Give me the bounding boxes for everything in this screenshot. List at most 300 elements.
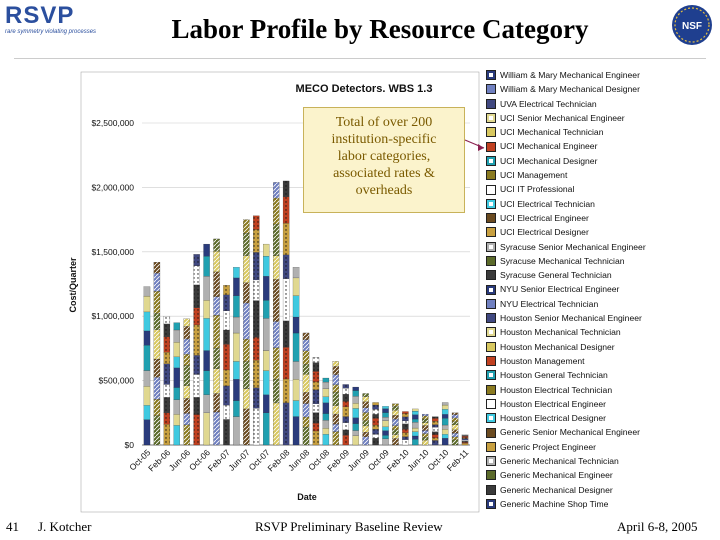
bar-segment [194, 397, 200, 414]
bar-segment [174, 425, 180, 445]
bar-segment [213, 239, 219, 251]
bar-segment [253, 337, 259, 360]
bar-segment [313, 423, 319, 431]
bar-segment [392, 426, 398, 430]
legend-swatch [486, 370, 496, 380]
legend-swatch [486, 213, 496, 223]
bar-segment [204, 371, 210, 395]
bar-segment [144, 312, 150, 331]
bar-segment [432, 425, 438, 428]
legend-swatch [486, 156, 496, 166]
x-tick-label: Oct-10 [425, 447, 451, 473]
legend-swatch [486, 456, 496, 466]
legend-swatch [486, 313, 496, 323]
bar-segment [382, 409, 388, 413]
bar-stack [243, 220, 249, 445]
bar-segment [402, 433, 408, 437]
bar-segment [243, 389, 249, 409]
legend-swatch [486, 227, 496, 237]
bar-segment [313, 404, 319, 413]
legend-swatch [486, 442, 496, 452]
legend-item [486, 282, 666, 296]
legend-label: UCI Electrical Designer [500, 227, 589, 238]
legend-item [486, 211, 666, 225]
bar-segment [164, 364, 170, 385]
y-axis-label: Cost/Quarter [68, 257, 78, 313]
bar-segment [283, 347, 289, 379]
bar-segment [184, 386, 190, 399]
bar-segment [313, 390, 319, 404]
bar-segment [263, 413, 269, 445]
bar-segment [313, 357, 319, 362]
legend-item [486, 68, 666, 82]
bar-stack [452, 413, 458, 445]
bar-segment [204, 300, 210, 318]
bar-segment [442, 425, 448, 429]
legend-label: Generic Mechanical Engineer [500, 470, 613, 481]
bar-segment [323, 382, 329, 389]
bar-segment [184, 339, 190, 354]
bar-segment [223, 344, 229, 370]
legend-swatch [486, 385, 496, 395]
bar-segment [353, 424, 359, 431]
bar-segment [462, 438, 468, 439]
bar-segment [233, 361, 239, 379]
bar-segment [223, 295, 229, 311]
bar-segment [363, 426, 369, 432]
bar-segment [452, 433, 458, 437]
bar-segment [422, 414, 428, 416]
bar-segment [164, 413, 170, 425]
bar-segment [313, 413, 319, 424]
bar-segment [164, 316, 170, 324]
legend-label: NYU Electrical Technician [500, 298, 599, 309]
bar-segment [422, 440, 428, 445]
bar-segment [204, 256, 210, 276]
bar-segment [412, 419, 418, 422]
bar-stack [273, 182, 279, 445]
bar-segment [452, 437, 458, 440]
bar-segment [323, 414, 329, 421]
bar-segment [204, 351, 210, 371]
bar-segment [333, 366, 339, 374]
legend-item [486, 125, 666, 139]
legend-item [486, 82, 666, 96]
bar-segment [412, 432, 418, 436]
x-tick-label: Jun-10 [405, 447, 431, 473]
bar-segment [194, 355, 200, 374]
legend-label: UCI IT Professional [500, 184, 575, 195]
bar-segment [174, 330, 180, 342]
legend-label: Syracuse Mechanical Technician [500, 255, 625, 266]
legend-label: Syracuse Senior Mechanical Engineer [500, 241, 646, 252]
bar-segment [194, 415, 200, 445]
legend-label: Houston General Technician [500, 370, 608, 381]
bar-segment [223, 285, 229, 295]
callout-line: Total of over 200 [335, 115, 433, 130]
bar-segment [174, 400, 180, 415]
footer-center: RSVP Preliminary Baseline Review [255, 519, 443, 534]
bar-segment [402, 437, 408, 440]
legend-item [486, 497, 666, 511]
bar-segment [382, 413, 388, 418]
legend-swatch [486, 84, 496, 94]
legend-item [486, 483, 666, 497]
bar-segment [273, 198, 279, 224]
legend-item [486, 111, 666, 125]
bar-segment [323, 397, 329, 403]
legend-label: UCI Management [500, 170, 568, 181]
legend-label: UCI Mechanical Engineer [500, 141, 598, 152]
bar-segment [363, 421, 369, 426]
bar-segment [442, 438, 448, 445]
bar-segment [293, 361, 299, 379]
bar-segment [432, 427, 438, 432]
bar-segment [402, 414, 408, 417]
bar-stack [392, 404, 398, 445]
bar-segment [343, 430, 349, 435]
bar-segment [372, 405, 378, 409]
bar-segment [303, 392, 309, 403]
bar-segment [392, 435, 398, 439]
legend-item [486, 325, 666, 339]
bar-segment [432, 432, 438, 435]
bar-segment [462, 440, 468, 441]
legend-item [486, 297, 666, 311]
bar-segment [164, 352, 170, 364]
bar-segment [392, 410, 398, 415]
y-tick-label: $1,000,000 [91, 311, 134, 322]
legend-label: UCI Electrical Technician [500, 198, 595, 209]
bar-segment [313, 371, 319, 382]
bar-segment [333, 361, 339, 366]
bar-segment [323, 420, 329, 428]
bar-segment [363, 413, 369, 421]
bar-segment [422, 426, 428, 431]
bar-segment [144, 287, 150, 297]
bar-segment [144, 345, 150, 370]
bar-segment [154, 399, 160, 415]
bar-segment [283, 255, 289, 279]
bar-segment [462, 435, 468, 436]
legend-item [486, 197, 666, 211]
bar-segment [233, 317, 239, 333]
bar-segment [462, 441, 468, 442]
bar-segment [213, 315, 219, 348]
footer-author: J. Kotcher [38, 519, 92, 534]
y-tick-label: $1,500,000 [91, 246, 134, 257]
chart-legend [486, 68, 666, 511]
legend-item [486, 383, 666, 397]
bar-segment [402, 429, 408, 432]
bar-segment [144, 420, 150, 445]
bar-segment [144, 296, 150, 312]
bar-segment [164, 424, 170, 445]
bar-segment [363, 393, 369, 396]
bar-stack [353, 387, 359, 445]
legend-item [486, 425, 666, 439]
bar-segment [343, 435, 349, 445]
legend-label: Generic Project Engineer [500, 441, 597, 452]
bar-segment [164, 337, 170, 352]
legend-label: Houston Electrical Designer [500, 413, 607, 424]
legend-item [486, 468, 666, 482]
bar-segment [333, 392, 339, 405]
legend-swatch [486, 470, 496, 480]
bar-segment [233, 296, 239, 317]
bar-segment [363, 432, 369, 437]
bar-segment [422, 416, 428, 419]
bar-segment [273, 182, 279, 198]
bar-segment [343, 407, 349, 417]
legend-label: NYU Senior Electrical Engineer [500, 284, 620, 295]
bar-segment [442, 414, 448, 418]
bar-segment [263, 371, 269, 395]
y-tick-label: $2,500,000 [91, 118, 134, 128]
legend-item [486, 268, 666, 282]
bar-segment [184, 398, 190, 413]
bar-segment [402, 424, 408, 429]
legend-swatch [486, 270, 496, 280]
bar-segment [293, 317, 299, 333]
bar-segment [412, 436, 418, 439]
legend-label: Syracuse General Technician [500, 270, 612, 281]
bar-segment [154, 291, 160, 313]
callout-line: labor categories, [337, 149, 431, 164]
legend-swatch [486, 399, 496, 409]
bar-segment [243, 409, 249, 445]
bar-segment [382, 439, 388, 445]
bar-segment [273, 279, 279, 321]
bar-stack [313, 357, 319, 445]
bar-segment [372, 429, 378, 434]
legend-item [486, 168, 666, 182]
bar-segment [452, 413, 458, 415]
legend-label: William & Mary Mechanical Designer [500, 84, 640, 95]
bar-segment [204, 318, 210, 350]
bar-segment [353, 396, 359, 403]
bar-segment [343, 394, 349, 401]
bar-segment [422, 430, 428, 433]
legend-swatch [486, 185, 496, 195]
bar-segment [392, 430, 398, 435]
bar-segment [382, 435, 388, 438]
bar-segment [333, 385, 339, 393]
legend-label: Houston Mechanical Designer [500, 341, 615, 352]
bar-segment [213, 272, 219, 297]
bar-segment [273, 379, 279, 403]
bar-segment [174, 387, 180, 399]
callout-line: overheads [355, 183, 413, 198]
bar-segment [382, 417, 388, 420]
bar-segment [353, 387, 359, 390]
bar-segment [323, 434, 329, 445]
x-tick-label: Feb-08 [265, 447, 292, 474]
bar-segment [204, 413, 210, 445]
bar-segment [283, 197, 289, 223]
legend-label: UCI Electrical Engineer [500, 212, 589, 223]
legend-swatch [486, 413, 496, 423]
x-tick-label: Feb-06 [146, 447, 173, 474]
bar-segment [353, 408, 359, 417]
bar-segment [343, 401, 349, 406]
legend-label: Houston Senior Mechanical Engineer [500, 313, 642, 324]
bar-segment [432, 418, 438, 421]
bar-segment [452, 425, 458, 430]
bar-segment [243, 256, 249, 283]
legend-item [486, 454, 666, 468]
callout-line: associated rates & [333, 166, 435, 181]
bar-segment [303, 417, 309, 427]
bar-segment [323, 378, 329, 382]
bar-segment [174, 357, 180, 368]
bar-segment [283, 321, 289, 347]
bar-segment [402, 412, 408, 414]
bar-segment [273, 403, 279, 445]
bar-segment [233, 278, 239, 296]
bar-segment [303, 333, 309, 340]
bar-segment [343, 384, 349, 388]
bar-segment [243, 220, 249, 234]
bar-segment [154, 416, 160, 445]
bar-stack [333, 361, 339, 445]
bar-stack [303, 333, 309, 445]
bar-stack [422, 414, 428, 445]
x-tick-label: Jun-09 [345, 447, 372, 473]
chart-title: MECO Detectors. WBS 1.3 [295, 83, 433, 95]
bar-segment [462, 436, 468, 437]
legend-item [486, 240, 666, 254]
legend-label: UCI Mechanical Technician [500, 127, 604, 138]
bar-segment [233, 417, 239, 445]
bar-segment [313, 363, 319, 372]
bar-stack [293, 267, 299, 445]
legend-swatch [486, 199, 496, 209]
bar-segment [323, 428, 329, 434]
bar-segment [303, 340, 309, 351]
note-callout [303, 107, 465, 213]
bar-stack [253, 216, 259, 445]
bar-segment [253, 408, 259, 445]
bar-segment [194, 254, 200, 265]
legend-label: Houston Management [500, 355, 585, 366]
bar-segment [392, 415, 398, 419]
bar-segment [442, 402, 448, 405]
legend-swatch [486, 170, 496, 180]
bar-stack [223, 285, 229, 445]
bar-segment [412, 428, 418, 432]
bar-segment [194, 266, 200, 285]
footer-slide-number: 41 [6, 519, 19, 534]
bar-segment [283, 279, 289, 321]
bar-segment [353, 436, 359, 445]
bar-segment [442, 418, 448, 425]
bar-segment [184, 425, 190, 445]
bar-stack [263, 244, 269, 445]
bar-segment [412, 415, 418, 419]
bar-segment [263, 318, 269, 350]
bar-segment [184, 365, 190, 385]
bar-segment [353, 391, 359, 397]
bar-segment [333, 414, 339, 424]
legend-item [486, 225, 666, 239]
bar-segment [442, 434, 448, 438]
legend-item [486, 340, 666, 354]
legend-swatch [486, 499, 496, 509]
bar-segment [382, 406, 388, 408]
bar-segment [432, 417, 438, 419]
bar-segment [164, 384, 170, 397]
bar-segment [363, 437, 369, 445]
bar-segment [233, 401, 239, 417]
legend-label: UCI Senior Mechanical Engineer [500, 112, 625, 123]
bar-segment [283, 181, 289, 197]
bar-segment [422, 423, 428, 426]
bar-segment [372, 438, 378, 445]
bar-segment [432, 421, 438, 424]
bar-segment [363, 402, 369, 408]
bar-segment [174, 368, 180, 388]
bar-stack [323, 378, 329, 445]
legend-swatch [486, 342, 496, 352]
bar-segment [293, 379, 299, 400]
bar-segment [343, 388, 349, 394]
bar-segment [164, 324, 170, 337]
bar-segment [363, 408, 369, 413]
bar-segment [253, 301, 259, 338]
bar-segment [372, 434, 378, 438]
bar-segment [293, 417, 299, 445]
bar-segment [233, 267, 239, 278]
bar-segment [432, 440, 438, 445]
bar-segment [273, 256, 279, 280]
bar-segment [184, 413, 190, 424]
legend-swatch [486, 127, 496, 137]
bar-segment [452, 430, 458, 433]
bar-stack [144, 287, 150, 445]
bar-segment [223, 330, 229, 344]
legend-swatch [486, 285, 496, 295]
x-tick-label: Feb-09 [325, 447, 352, 474]
bar-segment [223, 405, 229, 419]
bar-segment [243, 339, 249, 362]
legend-swatch [486, 242, 496, 252]
x-tick-label: Jun-07 [226, 447, 252, 473]
bar-stack [154, 262, 160, 445]
bar-stack [184, 319, 190, 445]
bar-stack [412, 409, 418, 445]
bar-segment [422, 419, 428, 423]
bar-segment [154, 359, 160, 377]
bar-segment [144, 371, 150, 387]
bar-segment [442, 409, 448, 414]
bar-segment [273, 322, 279, 348]
bar-stack [343, 384, 349, 445]
bar-segment [253, 388, 259, 409]
bar-segment [204, 276, 210, 300]
bar-segment [432, 435, 438, 438]
legend-label: William & Mary Mechanical Engineer [500, 70, 640, 80]
bar-segment [154, 377, 160, 399]
bar-segment [303, 351, 309, 364]
bar-segment [412, 422, 418, 428]
legend-swatch [486, 113, 496, 123]
legend-swatch [486, 327, 496, 337]
bar-segment [363, 397, 369, 402]
bar-segment [372, 425, 378, 429]
logo-text: RSVP [5, 2, 75, 29]
bar-segment [303, 364, 309, 374]
